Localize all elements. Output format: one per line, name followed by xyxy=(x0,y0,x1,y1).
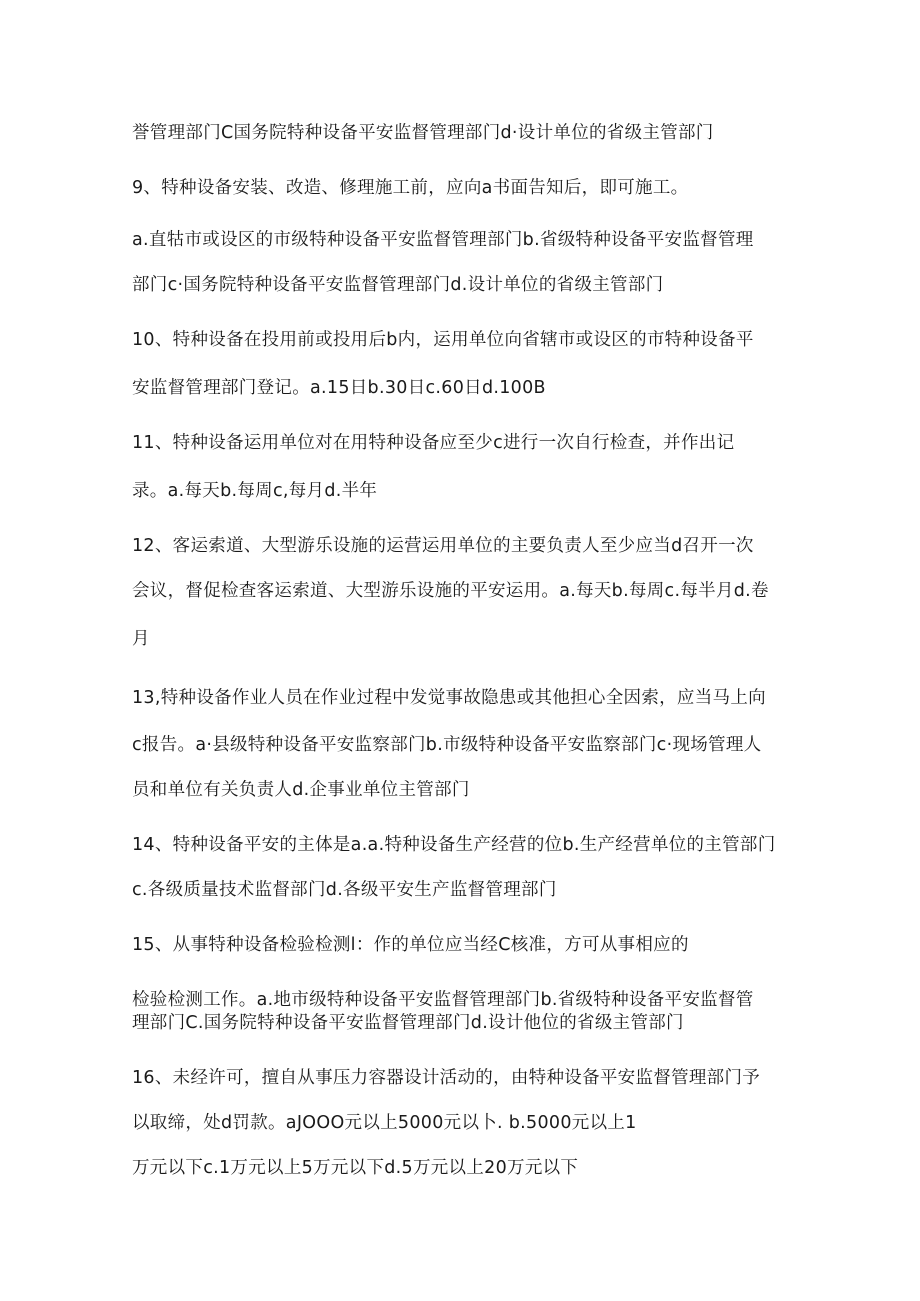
question-14: 14、特种设备平安的主体是a.a.特种设备生产经营的位b.生产经营单位的主管部门 xyxy=(132,835,776,855)
question-16: 16、未经许可，擅自从事压力容器设计活动的，由特种设备平安监督管理部门予 xyxy=(132,1068,761,1088)
text-line: 安监督管理部门登记。a.15日b.30日c.60日d.100B xyxy=(132,378,546,398)
text-line: 检验检测工作。a.地市级特种设备平安监督管理部门b.省级特种设备平安监督管 xyxy=(132,990,754,1010)
text-line: 誉管理部门C国务院特种设备平安监督管理部门d·设计单位的省级主管部门 xyxy=(132,123,714,143)
question-15: 15、从事特种设备检验检测l：作的单位应当经C核准，方可从事相应的 xyxy=(132,935,689,955)
question-13: 13,特种设备作业人员在作业过程中发觉事故隐患或其他担心全因索，应当马上向 xyxy=(132,688,766,708)
text-line: c.各级质量技术监督部门d.各级平安生产监督管理部门 xyxy=(132,880,557,900)
question-9: 9、特种设备安装、改造、修理施工前，应向a书面告知后，即可施工。 xyxy=(132,178,689,198)
text-line: 会议，督促检查客运索道、大型游乐设施的平安运用。a.每天b.每周c.每半月d.卷 xyxy=(132,581,769,601)
text-line: 以取缔，处d罚款。aJOOO元以上5000元以卜. b.5000元以上1 xyxy=(132,1113,637,1133)
question-10: 10、特种设备在投用前或投用后b内，运用单位向省辖市或设区的市特种设备平 xyxy=(132,330,754,350)
text-line: 万元以下c.1万元以上5万元以下d.5万元以上20万元以下 xyxy=(132,1158,579,1178)
text-line: 理部门C.国务院特种设备平安监督管理部门d.设计他位的省级主管部门 xyxy=(132,1013,684,1033)
text-line: 月 xyxy=(132,629,150,649)
text-line: 部门c·国务院特种设备平安监督管理部门d.设计单位的省级主管部门 xyxy=(132,275,664,295)
text-line: c报告。a·县级特种设备平安监察部门b.市级特种设备平安监察部门c·现场管理人 xyxy=(132,735,762,755)
text-line: 员和单位有关负责人d.企事业单位主管部门 xyxy=(132,780,470,800)
question-12: 12、客运索道、大型游乐设施的运营运用单位的主要负责人至少应当d召开一次 xyxy=(132,536,754,556)
question-11: 11、特种设备运用单位对在用特种设备应至少c进行一次自行检查，并作出记 xyxy=(132,433,735,453)
text-line: a.直牯市或设区的市级特种设备平安监督管理部门b.省级特种设备平安监督管理 xyxy=(132,230,754,250)
text-line: 录。a.每天b.每周c,每月d.半年 xyxy=(132,481,378,501)
